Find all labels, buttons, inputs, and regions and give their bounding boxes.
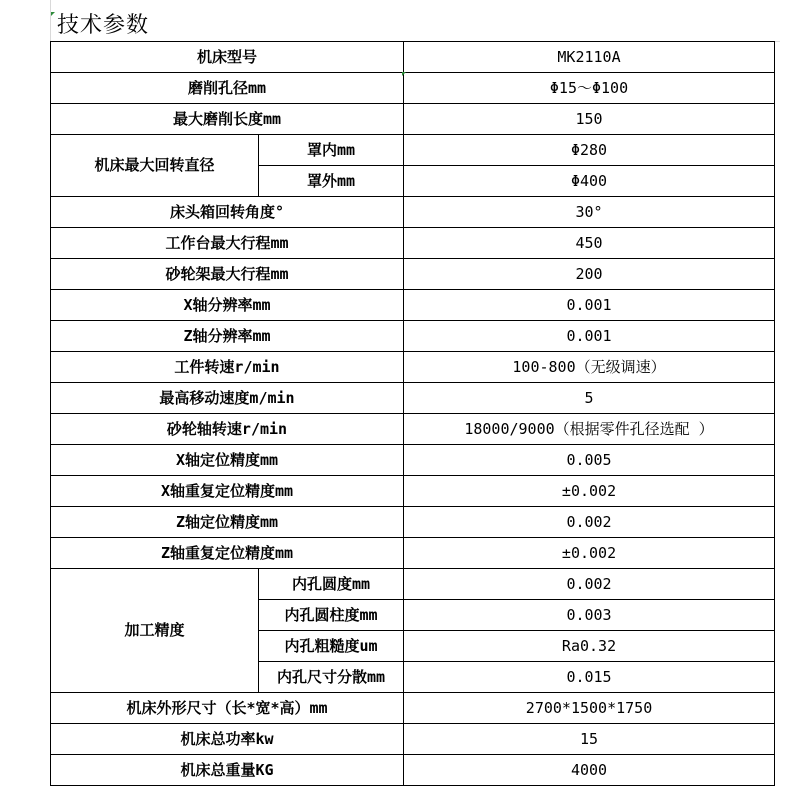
sheet-edge-line [50,0,51,41]
row-value[interactable]: 100-800（无级调速） [404,352,775,383]
row-value[interactable]: Φ280 [404,135,775,166]
row-value[interactable]: 0.005 [404,445,775,476]
sub-label[interactable]: 内孔粗糙度um [259,631,404,662]
row-value[interactable]: Ra0.32 [404,631,775,662]
sub-label[interactable]: 内孔尺寸分散mm [259,662,404,693]
row-value[interactable]: ±0.002 [404,476,775,507]
row-value[interactable]: MK2110A [404,42,775,73]
table-row [51,414,775,445]
table-row [51,104,775,135]
spec-table [50,41,775,786]
table-row [51,197,775,228]
row-label[interactable]: X轴分辨率mm [51,290,404,321]
row-value[interactable]: 0.001 [404,290,775,321]
row-label[interactable]: X轴定位精度mm [51,445,404,476]
sub-label[interactable]: 内孔圆柱度mm [259,600,404,631]
table-row [51,228,775,259]
row-value[interactable]: 2700*1500*1750 [404,693,775,724]
row-value[interactable]: 0.015 [404,662,775,693]
table-row [51,693,775,724]
row-value[interactable]: 5 [404,383,775,414]
table-row [51,135,775,166]
table-row [51,42,775,73]
table-row [51,476,775,507]
group-label[interactable]: 机床最大回转直径 [51,135,259,197]
row-label[interactable]: Z轴分辨率mm [51,321,404,352]
row-value[interactable]: 0.002 [404,569,775,600]
row-value[interactable]: 0.001 [404,321,775,352]
row-value[interactable]: 0.003 [404,600,775,631]
row-label[interactable]: 砂轮架最大行程mm [51,259,404,290]
table-row [51,73,775,104]
table-row [51,321,775,352]
table-row [51,724,775,755]
row-label[interactable]: 最大磨削长度mm [51,104,404,135]
row-label[interactable]: 机床总功率kw [51,724,404,755]
row-value[interactable]: 150 [404,104,775,135]
table-row [51,290,775,321]
row-value[interactable]: ±0.002 [404,538,775,569]
row-value[interactable]: 15 [404,724,775,755]
sheet-title: 技术参数 [57,13,150,38]
sub-label[interactable]: 罩内mm [259,135,404,166]
table-row [51,538,775,569]
row-label[interactable]: Z轴重复定位精度mm [51,538,404,569]
row-label[interactable]: 磨削孔径mm [51,73,404,104]
table-row [51,569,775,600]
row-label[interactable]: 工作台最大行程mm [51,228,404,259]
row-label[interactable]: 床头箱回转角度° [51,197,404,228]
cell-comment-marker [51,12,55,16]
table-row [51,259,775,290]
row-value[interactable]: Φ400 [404,166,775,197]
row-label[interactable]: 机床外形尺寸（长*宽*高）mm [51,693,404,724]
row-label[interactable]: X轴重复定位精度mm [51,476,404,507]
table-row [51,445,775,476]
row-label[interactable]: 机床型号 [51,42,404,73]
row-value[interactable]: 0.002 [404,507,775,538]
row-label[interactable]: 工件转速r/min [51,352,404,383]
group-label[interactable]: 加工精度 [51,569,259,693]
table-row [51,507,775,538]
row-value[interactable]: 18000/9000（根据零件孔径选配 ） [404,414,775,445]
row-value[interactable]: 30° [404,197,775,228]
sub-label[interactable]: 罩外mm [259,166,404,197]
row-value[interactable]: 200 [404,259,775,290]
cell-comment-marker [402,72,406,76]
row-value[interactable]: 4000 [404,755,775,786]
row-label[interactable]: Z轴定位精度mm [51,507,404,538]
sub-label[interactable]: 内孔圆度mm [259,569,404,600]
row-value[interactable]: Φ15～Φ100 [404,73,775,104]
table-row [51,383,775,414]
row-label[interactable]: 砂轮轴转速r/min [51,414,404,445]
row-value[interactable]: 450 [404,228,775,259]
row-label[interactable]: 机床总重量KG [51,755,404,786]
row-label[interactable]: 最高移动速度m/min [51,383,404,414]
table-row [51,352,775,383]
table-row [51,755,775,786]
